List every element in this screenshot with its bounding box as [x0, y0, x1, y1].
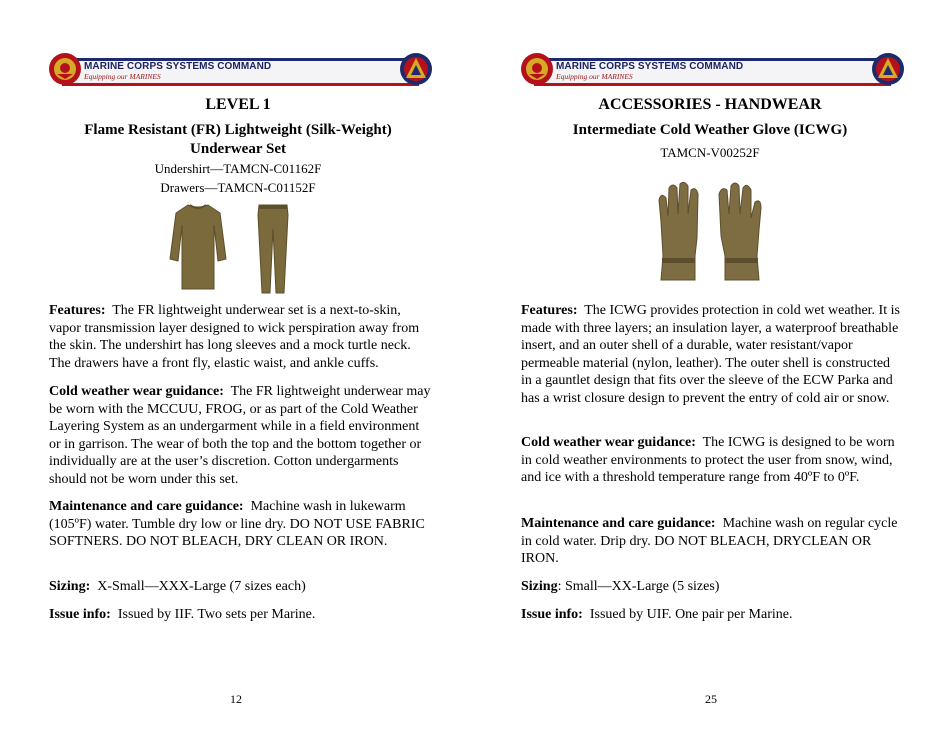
wear-guidance-paragraph	[49, 383, 431, 488]
sizing-label: Sizing	[521, 579, 558, 594]
issue-info-label: Issue info:	[49, 607, 111, 622]
features-label: Features:	[521, 303, 578, 318]
wear-guidance-label: Cold weather wear guidance:	[49, 384, 224, 399]
category-heading: ACCESSORIES - HANDWEAR	[598, 96, 822, 113]
features-paragraph	[521, 302, 903, 407]
care-guidance-label: Maintenance and care guidance:	[49, 499, 244, 514]
issue-info-text: Issued by UIF. One pair per Marine.	[589, 607, 793, 622]
care-guidance-paragraph	[49, 498, 431, 551]
care-guidance-paragraph	[521, 515, 903, 568]
features-text: The FR lightweight underwear set is a next-to-skin, vapor transmission layer designed to wick perspiration away from the skin. The undershirt has long sleeves and a mock turtle neck. The drawers have a front fly, elastic waist, and ankle cuffs.	[49, 303, 420, 371]
issue-info-label: Issue info:	[521, 607, 583, 622]
drawers-image	[254, 203, 292, 295]
care-guidance-text: Machine wash on regular cycle in cold water. Drip dry. DO NOT BLEACH, DRYCLEAN OR IRON.	[521, 516, 898, 566]
sizing-text: X-Small—XXX-Large (7 sizes each)	[97, 579, 306, 594]
sizing-paragraph	[49, 578, 431, 596]
care-guidance-text: Machine wash in lukewarm (105ºF) water. Tumble dry low or line dry. DO NOT USE FABRIC SOFTNERS. DO NOT BLEACH, DRY CLEAN OR IRON.	[49, 499, 425, 549]
item-title: Flame Resistant (FR) Lightweight (Silk-Weight) Underwear Set	[84, 122, 392, 157]
usmc-emblem-icon	[48, 52, 82, 86]
sizing-paragraph	[521, 578, 903, 596]
undershirt-image	[168, 201, 228, 293]
features-label: Features:	[49, 303, 106, 318]
care-guidance-label: Maintenance and care guidance:	[521, 516, 716, 531]
issue-info-paragraph	[49, 606, 431, 624]
undershirt-tamcn: Undershirt—TAMCN-C01162F	[154, 161, 322, 176]
mcsc-banner	[48, 52, 433, 86]
sizing-text: : Small—XX-Large (5 sizes)	[557, 579, 720, 594]
mcsc-seal-icon	[399, 52, 433, 86]
page-number: 12	[230, 692, 242, 706]
usmc-emblem-icon	[520, 52, 554, 86]
features-text: The ICWG provides protection in cold wet weather. It is made with three layers; an insulation layer, a waterproof breathable insert, and an outer shell of a durable, water resistant/vapor permeable material (nylon, leather). The outer shell is constructed in a gauntlet design that fits over the sleeve of the ECW Parka and has a wrist closure design to prevent the entry of cold air or snow.	[521, 303, 900, 406]
drawers-tamcn: Drawers—TAMCN-C01152F	[160, 180, 316, 195]
wear-guidance-text: The ICWG is designed to be worn in cold weather environments to protect the user from snow, wind, and ice with a threshold temperature range from 40ºF to 0ºF.	[521, 435, 895, 485]
issue-info-text: Issued by IIF. Two sets per Marine.	[117, 607, 316, 622]
wear-guidance-text: The FR lightweight underwear may be worn with the MCCUU, FROG, or as part of the Cold Weather Layering System as an undergarment while in a field environment or in garrison. The wear of both the top and the bottom together or individually are at the user’s discretion. Cotton undergarments should not be worn under this set.	[49, 384, 431, 487]
issue-info-paragraph	[521, 606, 903, 624]
glove-image	[655, 180, 767, 286]
features-paragraph	[49, 302, 431, 372]
mcsc-banner	[520, 52, 905, 86]
item-title: Intermediate Cold Weather Glove (ICWG)	[572, 122, 848, 138]
glove-tamcn: TAMCN-V00252F	[660, 145, 760, 160]
right-page	[475, 0, 950, 733]
wear-guidance-label: Cold weather wear guidance:	[521, 435, 696, 450]
page-number: 25	[705, 692, 717, 706]
banner-title: MARINE CORPS SYSTEMS COMMAND	[84, 61, 272, 72]
banner-subtitle: Equipping our MARINES	[556, 72, 633, 81]
banner-title: MARINE CORPS SYSTEMS COMMAND	[556, 61, 744, 72]
mcsc-seal-icon	[871, 52, 905, 86]
banner-subtitle: Equipping our MARINES	[84, 72, 161, 81]
level-heading: LEVEL 1	[205, 96, 271, 113]
wear-guidance-paragraph	[521, 434, 903, 487]
sizing-label: Sizing:	[49, 579, 91, 594]
